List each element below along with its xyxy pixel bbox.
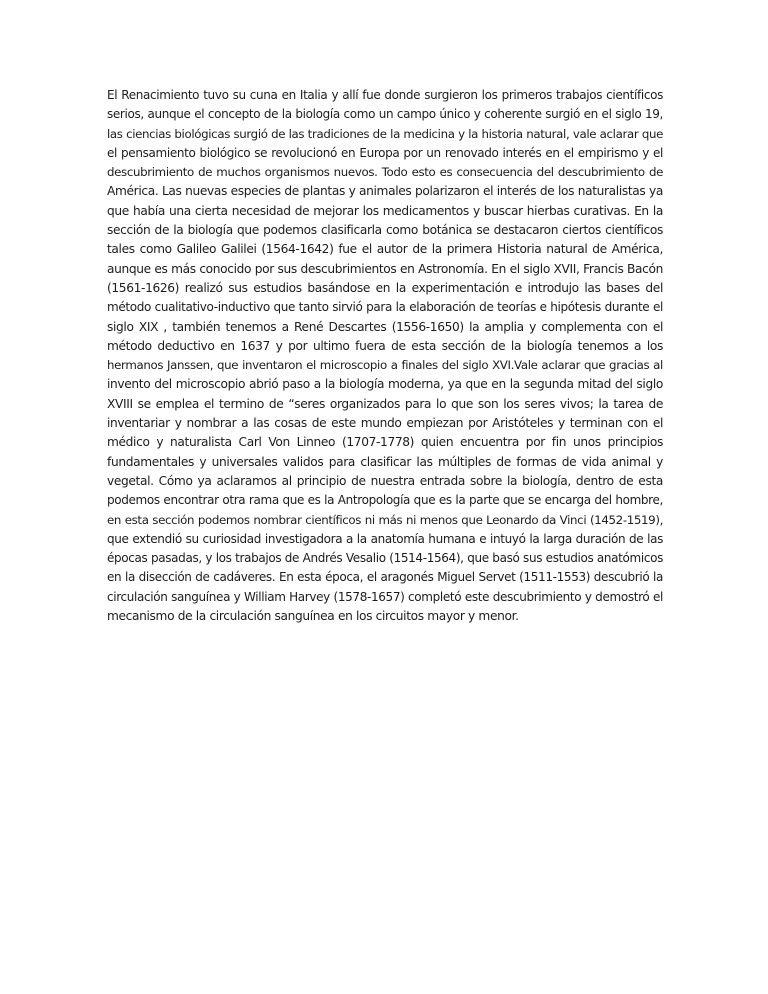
paragraph-line: descubrimiento de muchos organismos nuevos. Todo esto es consecuencia del descubrimiento de (107, 165, 663, 180)
paragraph-line: tales como Galileo Galilei (1564-1642) fue el autor de la primera Historia natural de América, (107, 242, 663, 257)
paragraph-line: sección de la biología que podemos clasificarla como botánica se destacaron ciertos científicos (107, 223, 663, 238)
paragraph-line: América. Las nuevas especies de plantas y animales polarizaron el interés de los naturalistas ya (107, 184, 663, 199)
paragraph-line: (1561-1626) realizó sus estudios basándose en la experimentación e introdujo las bases del (107, 280, 663, 295)
paragraph-line: épocas pasadas, y los trabajos de Andrés Vesalio (1514-1564), que basó sus estudios anatómicos (107, 551, 663, 566)
paragraph-line: mecanismo de la circulación sanguínea en los circuitos mayor y menor. (107, 609, 519, 624)
paragraph-line: en la disección de cadáveres. En esta época, el aragonés Miguel Servet (1511-1553) descubrió la (107, 570, 663, 585)
paragraph-line: XVIII se emplea el termino de “seres organizados para lo que son los seres vivos; la tarea de (107, 396, 663, 411)
paragraph-line: método deductivo en 1637 y por ultimo fuera de esta sección de la biología tenemos a los (107, 338, 663, 353)
paragraph-line: el pensamiento biológico se revolucionó en Europa por un renovado interés en el empirismo y el (107, 145, 663, 160)
paragraph-line: serios, aunque el concepto de la biología como un campo único y coherente surgió en el siglo 19, (107, 107, 663, 122)
paragraph-line: circulación sanguínea y William Harvey (1578-1657) completó este descubrimiento y demostró el (107, 589, 663, 604)
paragraph-line: El Renacimiento tuvo su cuna en Italia y allí fue donde surgieron los primeros trabajos científicos (107, 88, 663, 102)
paragraph-line: siglo XIX , también tenemos a René Descartes (1556-1650) la amplia y complementa con el (107, 319, 663, 334)
paragraph-line: en esta sección podemos nombrar científicos ni más ni menos que Leonardo da Vinci (1452-1519), (107, 512, 663, 527)
paragraph-line: hermanos Janssen, que inventaron el microscopio a finales del siglo XVI.Vale aclarar que gracias al (107, 358, 663, 373)
paragraph-line: podemos encontrar otra rama que es la Antropología que es la parte que se encarga del hombre, (107, 493, 663, 508)
paragraph-line: inventariar y nombrar a las cosas de este mundo empiezan por Aristóteles y terminan con el (107, 416, 663, 431)
paragraph-line: aunque es más conocido por sus descubrimientos en Astronomía. En el siglo XVII, Francis Bacón (107, 261, 663, 276)
paragraph-line: médico y naturalista Carl Von Linneo (1707-1778) quien encuentra por fin unos principios (107, 435, 663, 450)
paragraph-line: invento del microscopio abrió paso a la biología moderna, ya que en la segunda mitad del siglo (107, 377, 663, 392)
paragraph-line: método cualitativo-inductivo que tanto sirvió para la elaboración de teorías e hipótesis durante el (107, 300, 663, 315)
paragraph-line: las ciencias biológicas surgió de las tradiciones de la medicina y la historia natural, vale aclarar que (107, 126, 663, 141)
paragraph-line: que había una cierta necesidad de mejorar los medicamentos y buscar hierbas curativas. En la (107, 203, 663, 218)
body-paragraph (107, 86, 663, 626)
paragraph-line: que extendió su curiosidad investigadora a la anatomía humana e intuyó la larga duración de las (107, 531, 663, 546)
paragraph-line: vegetal. Cómo ya aclaramos al principio de nuestra entrada sobre la biología, dentro de esta (107, 473, 663, 488)
paragraph-line: fundamentales y universales validos para clasificar las múltiples de formas de vida animal y (107, 454, 663, 469)
